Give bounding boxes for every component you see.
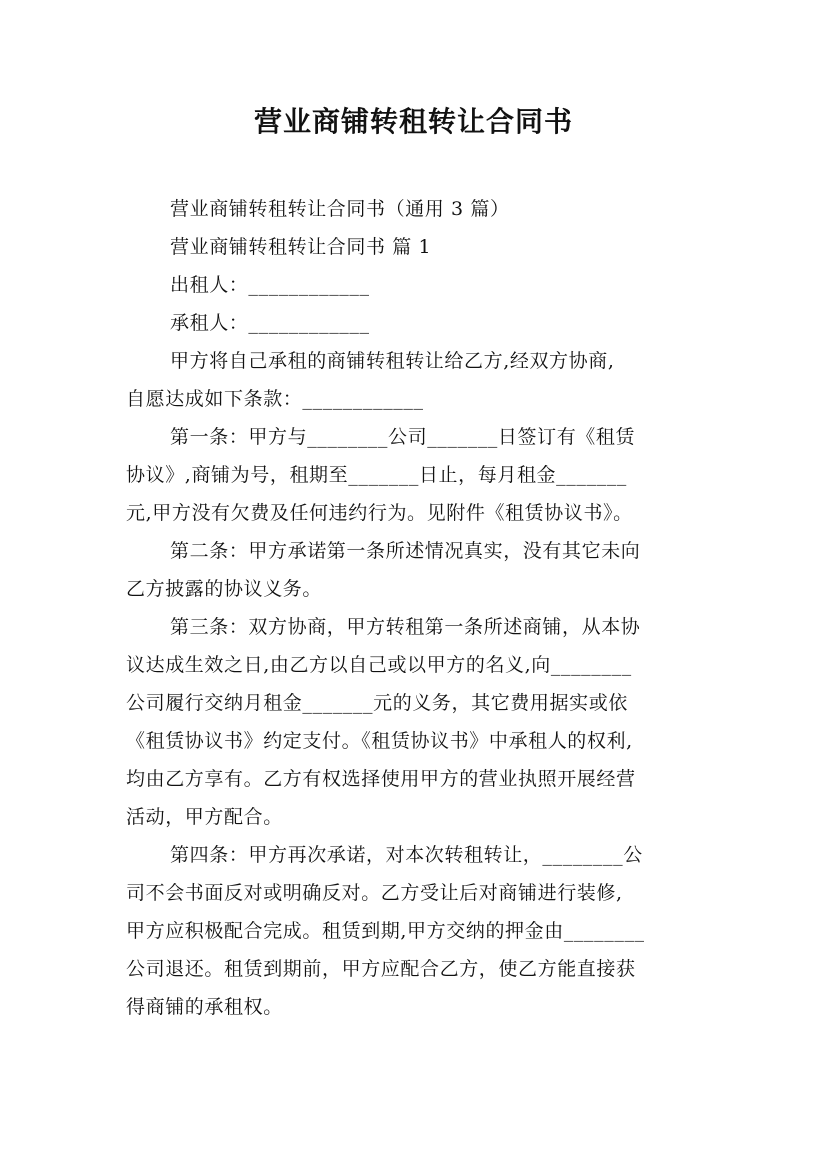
- clause-1-line: 第一条：甲方与________公司_______日签订有《租赁: [170, 426, 636, 448]
- clause-2-line: 乙方披露的协议义务。: [126, 578, 323, 600]
- clause-4-line: 第四条：甲方再次承诺，对本次转租转让，________公: [170, 844, 643, 866]
- document-body: [126, 190, 704, 1026]
- clause-3-line: 第三条：双方协商，甲方转租第一条所述商铺，从本协: [170, 616, 641, 638]
- paragraph-line: 自愿达成如下条款：____________: [126, 388, 424, 410]
- lessor-line: 出租人：____________: [170, 274, 370, 296]
- clause-4-line: 甲方应积极配合完成。租赁到期,甲方交纳的押金由________: [126, 920, 645, 942]
- clause-4-line: 司不会书面反对或明确反对。乙方受让后对商铺进行装修,: [126, 882, 623, 904]
- clause-3-line: 《租赁协议书》约定支付。《租赁协议书》中承租人的权利,: [126, 730, 633, 752]
- clause-4-line: 公司退还。租赁到期前，甲方应配合乙方，使乙方能直接获: [126, 958, 636, 980]
- clause-2-line: 第二条：甲方承诺第一条所述情况真实，没有其它未向: [170, 540, 641, 562]
- clause-3-line: 议达成生效之日,由乙方以自己或以甲方的名义,向________: [126, 654, 632, 676]
- section-heading: 营业商铺转租转让合同书 篇 1: [170, 236, 432, 258]
- subtitle-line: 营业商铺转租转让合同书（通用 3 篇）: [170, 198, 510, 220]
- clause-1-line: 元,甲方没有欠费及任何违约行为。见附件《租赁协议书》。: [126, 502, 633, 524]
- clause-4-line: 得商铺的承租权。: [126, 996, 283, 1018]
- paragraph-line: 甲方将自己承租的商铺转租转让给乙方,经双方协商,: [170, 350, 615, 372]
- clause-1-line: 协议》,商铺为号，租期至_______日止，每月租金_______: [126, 464, 627, 486]
- document-title: 营业商铺转租转让合同书: [253, 105, 573, 138]
- clause-3-line: 活动，甲方配合。: [126, 806, 283, 828]
- clause-3-line: 公司履行交纳月租金_______元的义务，其它费用据实或依: [126, 692, 628, 714]
- lessee-line: 承租人：____________: [170, 312, 370, 334]
- clause-3-line: 均由乙方享有。乙方有权选择使用甲方的营业执照开展经营: [126, 768, 636, 790]
